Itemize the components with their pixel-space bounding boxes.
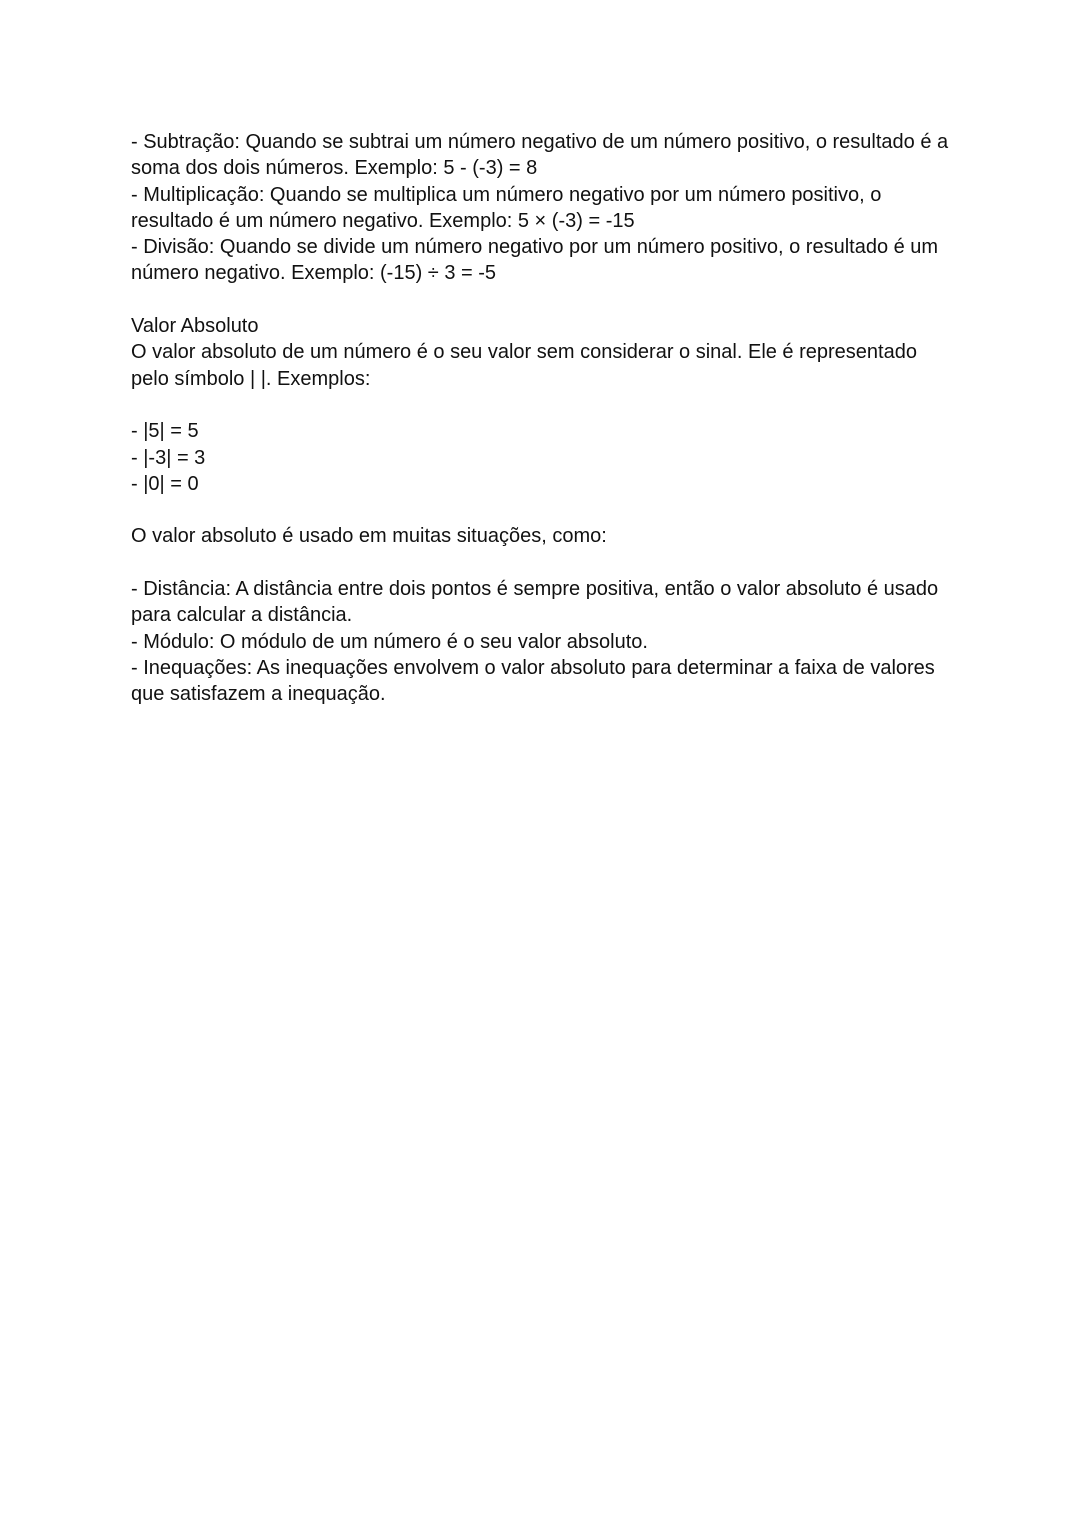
text-line: pelo símbolo | |. Exemplos: <box>131 367 371 390</box>
text-line: - Módulo: O módulo de um número é o seu valor absoluto. <box>131 630 648 653</box>
spacer <box>131 550 961 576</box>
examples-list <box>131 418 961 497</box>
list-item: - |0| = 0 <box>131 472 199 495</box>
text-line: - Divisão: Quando se divide um número negativo por um número positivo, o resultado é um <box>131 236 939 259</box>
section-title: Valor Absoluto <box>131 315 259 338</box>
uses-list <box>131 576 961 707</box>
list-item: - |-3| = 3 <box>131 446 206 469</box>
intro-paragraph <box>131 339 961 392</box>
text-line: para calcular a distância. <box>131 604 353 627</box>
text-line: O valor absoluto de um número é o seu valor sem considerar o sinal. Ele é representado <box>131 341 917 364</box>
uses-intro: O valor absoluto é usado em muitas situações, como: <box>131 525 607 548</box>
text-line: - Distância: A distância entre dois pontos é sempre positiva, então o valor absoluto é usado <box>131 578 939 601</box>
text-line: que satisfazem a inequação. <box>131 683 386 706</box>
spacer <box>131 497 961 523</box>
text-line: número negativo. Exemplo: (-15) ÷ 3 = -5 <box>131 262 497 285</box>
text-line: resultado é um número negativo. Exemplo: 5 × (-3) = -15 <box>131 209 635 232</box>
list-item: - |5| = 5 <box>131 420 199 443</box>
text-line: - Multiplicação: Quando se multiplica um número negativo por um número positivo, o <box>131 183 882 206</box>
spacer <box>131 392 961 418</box>
text-line: - Subtração: Quando se subtrai um número negativo de um número positivo, o resultado é a <box>131 131 949 153</box>
spacer <box>131 287 961 313</box>
operations-list <box>131 129 961 287</box>
text-line: - Inequações: As inequações envolvem o valor absoluto para determinar a faixa de valores <box>131 656 935 679</box>
document-page <box>131 129 961 708</box>
text-line: soma dos dois números. Exemplo: 5 - (-3) = 8 <box>131 157 538 180</box>
